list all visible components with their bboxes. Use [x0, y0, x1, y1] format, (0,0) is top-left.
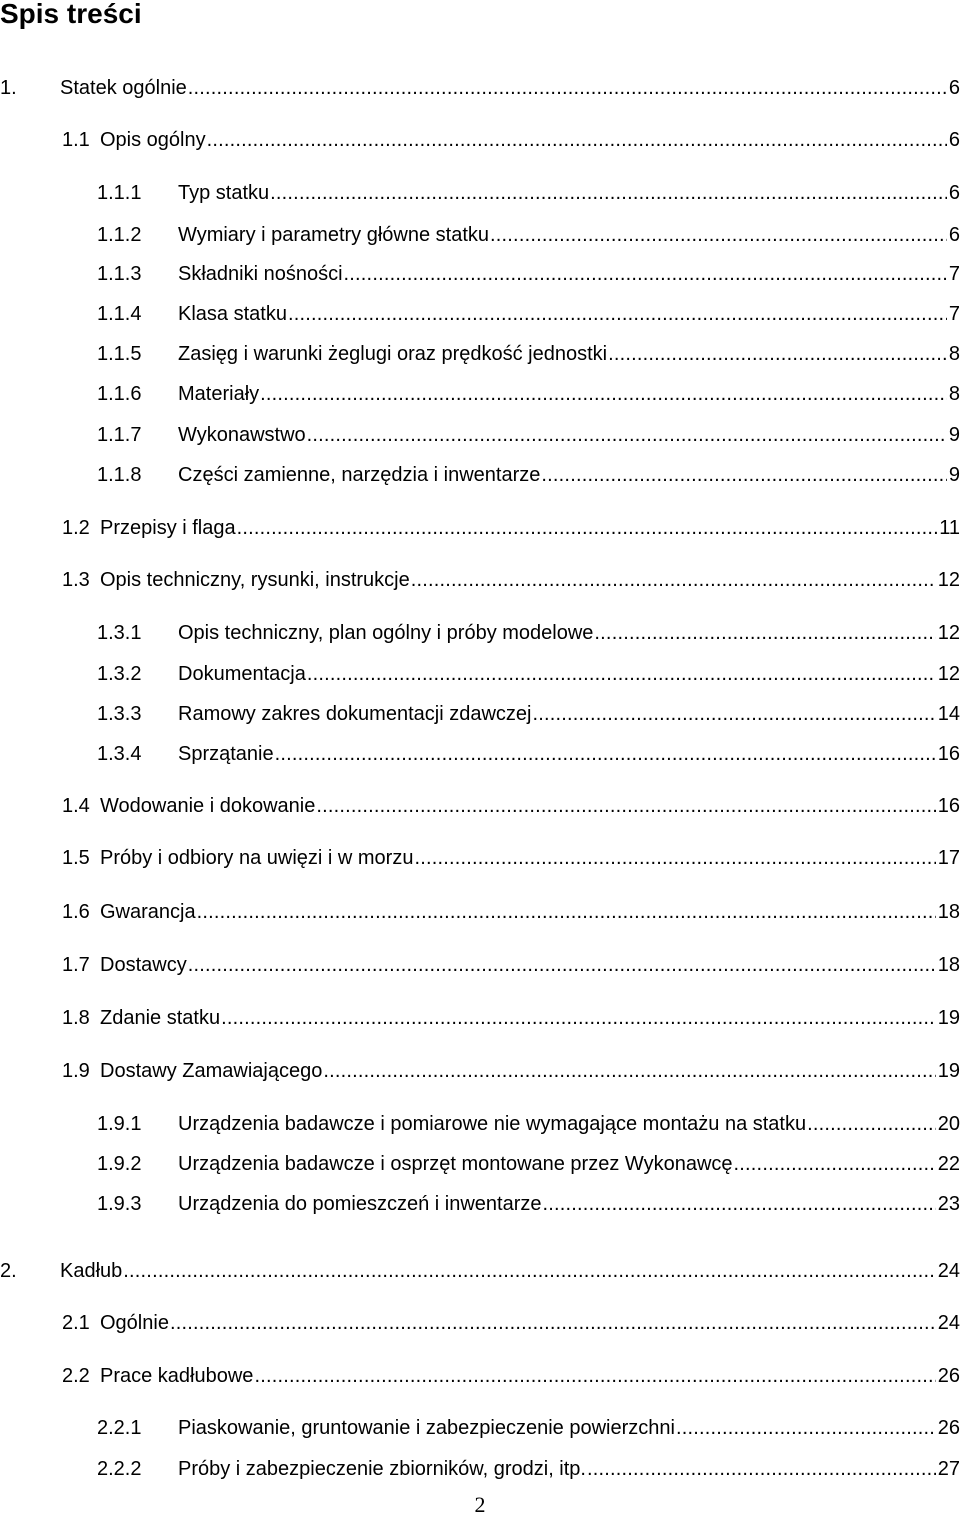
toc-entry-title: Urządzenia do pomieszczeń i inwentarze [178, 1193, 542, 1215]
toc-entry-page: 12 [937, 622, 960, 644]
toc-entry-number: 1.1.8 [97, 464, 142, 486]
toc-entry-page: 6 [948, 129, 960, 151]
toc-entry-page: 7 [948, 303, 960, 325]
toc-entry-number: 1.3 [62, 569, 90, 591]
toc-entry-title: Przepisy i flaga [100, 517, 236, 539]
toc-entry[interactable] [0, 220, 960, 250]
toc-entry-page: 7 [948, 263, 960, 285]
toc-dot-leader [188, 73, 947, 103]
toc-entry[interactable] [0, 1189, 960, 1219]
toc-entry-number: 1.8 [62, 1007, 90, 1029]
toc-entry-title: Klasa statku [178, 303, 287, 325]
toc-dot-leader [323, 1056, 935, 1086]
toc-entry-title: Dostawcy [100, 954, 187, 976]
toc-entry[interactable] [0, 1109, 960, 1139]
toc-entry-title: Ramowy zakres dokumentacji zdawczej [178, 703, 532, 725]
toc-entry-title: Wymiary i parametry główne statku [178, 224, 490, 246]
toc-entry-title: Ogólnie [100, 1312, 169, 1334]
toc-entry-number: 2.2.1 [97, 1417, 142, 1439]
toc-entry[interactable] [0, 699, 960, 729]
toc-entry-page: 24 [937, 1312, 960, 1334]
toc-entry[interactable] [0, 950, 960, 980]
toc-entry-title: Wykonawstwo [178, 424, 306, 446]
toc-entry-page: 9 [948, 464, 960, 486]
toc-dot-leader [197, 897, 936, 927]
toc-entry-page: 16 [937, 743, 960, 765]
toc-dot-leader [307, 420, 947, 450]
toc-entry-page: 12 [937, 569, 960, 591]
toc-dot-leader [316, 791, 935, 821]
toc-entry-number: 1.9 [62, 1060, 90, 1082]
toc-entry-number: 1.1.5 [97, 343, 142, 365]
toc-entry-page: 6 [948, 77, 960, 99]
toc-dot-leader [807, 1109, 936, 1139]
toc-entry-title: Składniki nośności [178, 263, 343, 285]
toc-entry-number: 2.2.2 [97, 1458, 142, 1480]
toc-entry-title: Opis techniczny, plan ogólny i próby modelowe [178, 622, 594, 644]
toc-entry-number: 1.1.3 [97, 263, 142, 285]
toc-dot-leader [411, 565, 936, 595]
toc-dot-leader [532, 699, 935, 729]
toc-entry-page: 17 [937, 847, 960, 869]
toc-entry-title: Urządzenia badawcze i pomiarowe nie wymagające montażu na statku [178, 1113, 807, 1135]
toc-entry-number: 1.9.1 [97, 1113, 142, 1135]
toc-dot-leader [541, 460, 946, 490]
toc-entry-page: 16 [937, 795, 960, 817]
toc-entry-title: Wodowanie i dokowanie [100, 795, 316, 817]
toc-entry-page: 11 [939, 517, 960, 539]
toc-entry-page: 6 [948, 224, 960, 246]
toc-entry-number: 1.3.2 [97, 663, 142, 685]
toc-entry-title: Urządzenia badawcze i osprzęt montowane przez Wykonawcę [178, 1153, 733, 1175]
toc-entry-title: Typ statku [178, 182, 270, 204]
toc-entry-title: Sprzątanie [178, 743, 274, 765]
toc-entry[interactable] [0, 379, 960, 409]
toc-entry[interactable] [0, 339, 960, 369]
toc-entry-number: 1.7 [62, 954, 90, 976]
toc-entry[interactable] [0, 739, 960, 769]
toc-entry[interactable] [0, 1413, 960, 1443]
toc-dot-leader [676, 1413, 936, 1443]
toc-dot-leader [344, 259, 947, 289]
toc-entry-page: 23 [937, 1193, 960, 1215]
toc-dot-leader [288, 299, 947, 329]
toc-entry[interactable] [0, 73, 960, 103]
toc-entry[interactable] [0, 1149, 960, 1179]
toc-entry-page: 9 [948, 424, 960, 446]
toc-entry[interactable] [0, 1256, 960, 1286]
toc-entry[interactable] [0, 1361, 960, 1391]
toc-entry-page: 8 [948, 343, 960, 365]
toc-dot-leader [275, 739, 936, 769]
toc-dot-leader [587, 1454, 936, 1484]
toc-entry-number: 1.4 [62, 795, 90, 817]
toc-entry-page: 18 [937, 954, 960, 976]
toc-entry-title: Kadłub [60, 1260, 123, 1282]
toc-entry-title: Statek ogólnie [60, 77, 187, 99]
toc-entry[interactable] [0, 259, 960, 289]
toc-entry[interactable] [0, 420, 960, 450]
toc-entry-number: 1.3.3 [97, 703, 142, 725]
toc-entry[interactable] [0, 299, 960, 329]
toc-entry[interactable] [0, 125, 960, 155]
toc-entry[interactable] [0, 791, 960, 821]
toc-entry-page: 6 [948, 182, 960, 204]
toc-entry-title: Części zamienne, narzędzia i inwentarze [178, 464, 541, 486]
toc-entry[interactable] [0, 897, 960, 927]
toc-entry-page: 12 [937, 663, 960, 685]
toc-entry-page: 20 [937, 1113, 960, 1135]
toc-entry[interactable] [0, 565, 960, 595]
toc-entry-number: 1.5 [62, 847, 90, 869]
toc-dot-leader [221, 1003, 936, 1033]
toc-entry-number: 2. [0, 1260, 17, 1282]
toc-dot-leader [254, 1361, 935, 1391]
toc-entry-title: Gwarancja [100, 901, 196, 923]
toc-dot-leader [414, 843, 935, 873]
toc-entry-number: 1. [0, 77, 17, 99]
toc-entry-title: Próby i zabezpieczenie zbiorników, grodzi, itp. [178, 1458, 586, 1480]
toc-dot-leader [260, 379, 947, 409]
toc-entry[interactable] [0, 659, 960, 689]
toc-entry-title: Zasięg i warunki żeglugi oraz prędkość jednostki [178, 343, 608, 365]
toc-entry-title: Dostawy Zamawiającego [100, 1060, 323, 1082]
toc-title: Spis treści [0, 0, 142, 29]
toc-dot-leader [734, 1149, 936, 1179]
toc-entry-title: Opis techniczny, rysunki, instrukcje [100, 569, 410, 591]
toc-entry-title: Materiały [178, 383, 260, 405]
toc-entry-page: 18 [937, 901, 960, 923]
toc-entry-title: Prace kadłubowe [100, 1365, 254, 1387]
toc-entry[interactable] [0, 460, 960, 490]
toc-entry-page: 27 [937, 1458, 960, 1480]
toc-entry[interactable] [0, 513, 960, 543]
toc-entry-title: Dokumentacja [178, 663, 306, 685]
toc-entry-number: 1.1.7 [97, 424, 142, 446]
toc-entry-page: 22 [937, 1153, 960, 1175]
toc-entry-number: 1.1.2 [97, 224, 142, 246]
toc-entry-number: 1.1.4 [97, 303, 142, 325]
toc-dot-leader [608, 339, 947, 369]
toc-entry-page: 19 [937, 1060, 960, 1082]
toc-entry-title: Próby i odbiory na uwięzi i w morzu [100, 847, 414, 869]
toc-entry-title: Piaskowanie, gruntowanie i zabezpieczenie powierzchni [178, 1417, 675, 1439]
toc-dot-leader [307, 659, 936, 689]
toc-entry-number: 1.3.4 [97, 743, 142, 765]
toc-entry-number: 2.1 [62, 1312, 90, 1334]
toc-entry[interactable] [0, 178, 960, 208]
toc-entry[interactable] [0, 1056, 960, 1086]
toc-dot-leader [170, 1308, 936, 1338]
page-number: 2 [474, 1492, 486, 1517]
toc-dot-leader [207, 125, 947, 155]
toc-entry[interactable] [0, 618, 960, 648]
toc-entry-page: 24 [937, 1260, 960, 1282]
toc-entry-number: 1.3.1 [97, 622, 142, 644]
toc-dot-leader [594, 618, 935, 648]
toc-dot-leader [490, 220, 947, 250]
toc-entry-number: 1.9.2 [97, 1153, 142, 1175]
toc-entry-page: 14 [937, 703, 960, 725]
toc-entry[interactable] [0, 843, 960, 873]
toc-dot-leader [237, 513, 938, 543]
toc-entry-number: 1.6 [62, 901, 90, 923]
toc-entry-page: 8 [948, 383, 960, 405]
toc-entry-page: 19 [937, 1007, 960, 1029]
toc-entry-title: Opis ogólny [100, 129, 206, 151]
toc-entry-number: 1.1 [62, 129, 90, 151]
toc-dot-leader [543, 1189, 936, 1219]
toc-entry[interactable] [0, 1308, 960, 1338]
toc-dot-leader [188, 950, 936, 980]
toc-dot-leader [270, 178, 947, 208]
toc-entry-page: 26 [937, 1365, 960, 1387]
toc-entry-number: 1.2 [62, 517, 90, 539]
toc-entry[interactable] [0, 1003, 960, 1033]
toc-entry-title: Zdanie statku [100, 1007, 221, 1029]
toc-entry-number: 1.1.1 [97, 182, 142, 204]
toc-entry-page: 26 [937, 1417, 960, 1439]
toc-entry-number: 1.1.6 [97, 383, 142, 405]
toc-entry-number: 2.2 [62, 1365, 90, 1387]
toc-entry[interactable] [0, 1454, 960, 1484]
toc-dot-leader [123, 1256, 935, 1286]
toc-entry-number: 1.9.3 [97, 1193, 142, 1215]
